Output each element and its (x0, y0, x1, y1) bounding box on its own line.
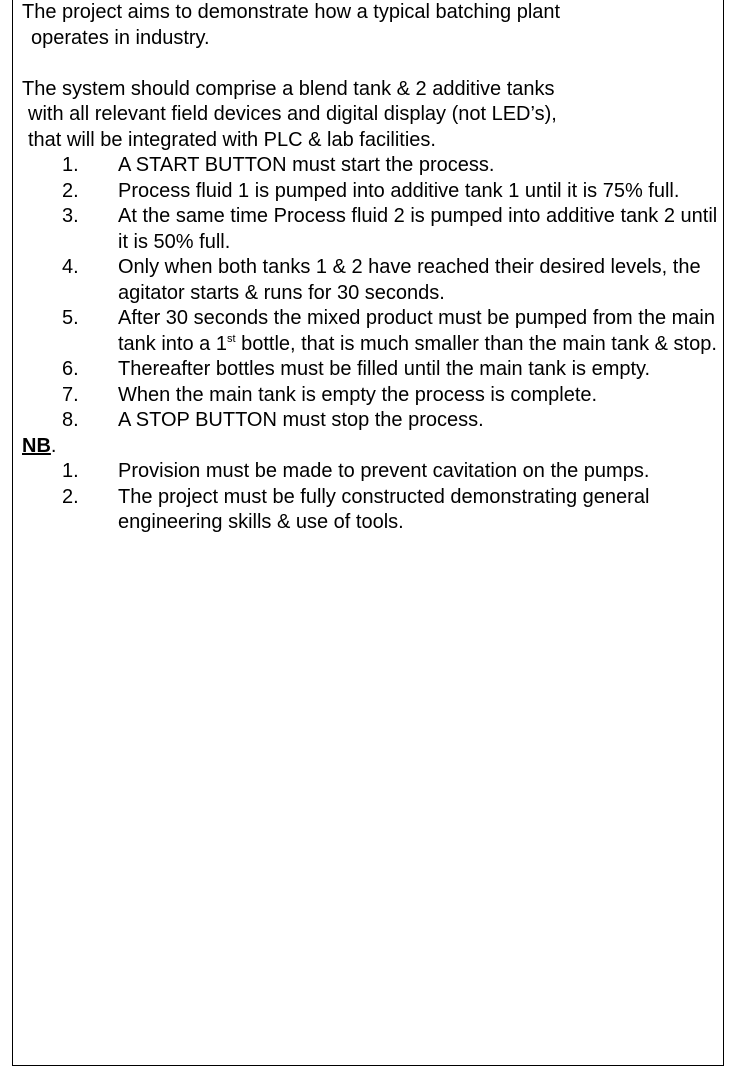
system-line-2: with all relevant field devices and digital display (not LED’s), (28, 103, 557, 125)
system-line-1: The system should comprise a blend tank & 2 additive tanks (22, 77, 555, 100)
list-item: 3. At the same time Process fluid 2 is pumped into additive tank 2 until it is 50% full. (62, 205, 718, 253)
list-item: 2. The project must be fully constructed demonstrating general engineering skills & use of tools. (62, 485, 650, 533)
list-item: 2. Process fluid 1 is pumped into additive tank 1 until it is 75% full. (62, 179, 680, 202)
intro-line-2: operates in industry. (31, 26, 210, 49)
list-item: 6. Thereafter bottles must be filled until the main tank is empty. (62, 358, 651, 380)
intro-line-1: The project aims to demonstrate how a typical batching plant (22, 1, 561, 23)
nb-heading: NB. (22, 434, 57, 457)
list-item: 1. Provision must be made to prevent cavitation on the pumps. (62, 460, 650, 482)
intro-paragraph (22, 0, 722, 51)
list-item: 4. Only when both tanks 1 & 2 have reached their desired levels, the agitator starts & runs for 30 seconds. (62, 256, 701, 304)
list-item: 8. A STOP BUTTON must stop the process. (62, 409, 484, 431)
list-item: 7. When the main tank is empty the process is complete. (62, 383, 598, 406)
process-steps-list (22, 153, 722, 434)
document-body (22, 0, 722, 536)
list-item: 5. After 30 seconds the mixed product must be pumped from the main tank into a 1st bottle, that is much smaller than the main tank & stop. (62, 307, 717, 355)
list-item: 1. A START BUTTON must start the process. (62, 154, 495, 176)
system-line-3: that will be integrated with PLC & lab facilities. (28, 128, 436, 151)
system-paragraph (22, 77, 722, 154)
nb-list (22, 459, 722, 536)
